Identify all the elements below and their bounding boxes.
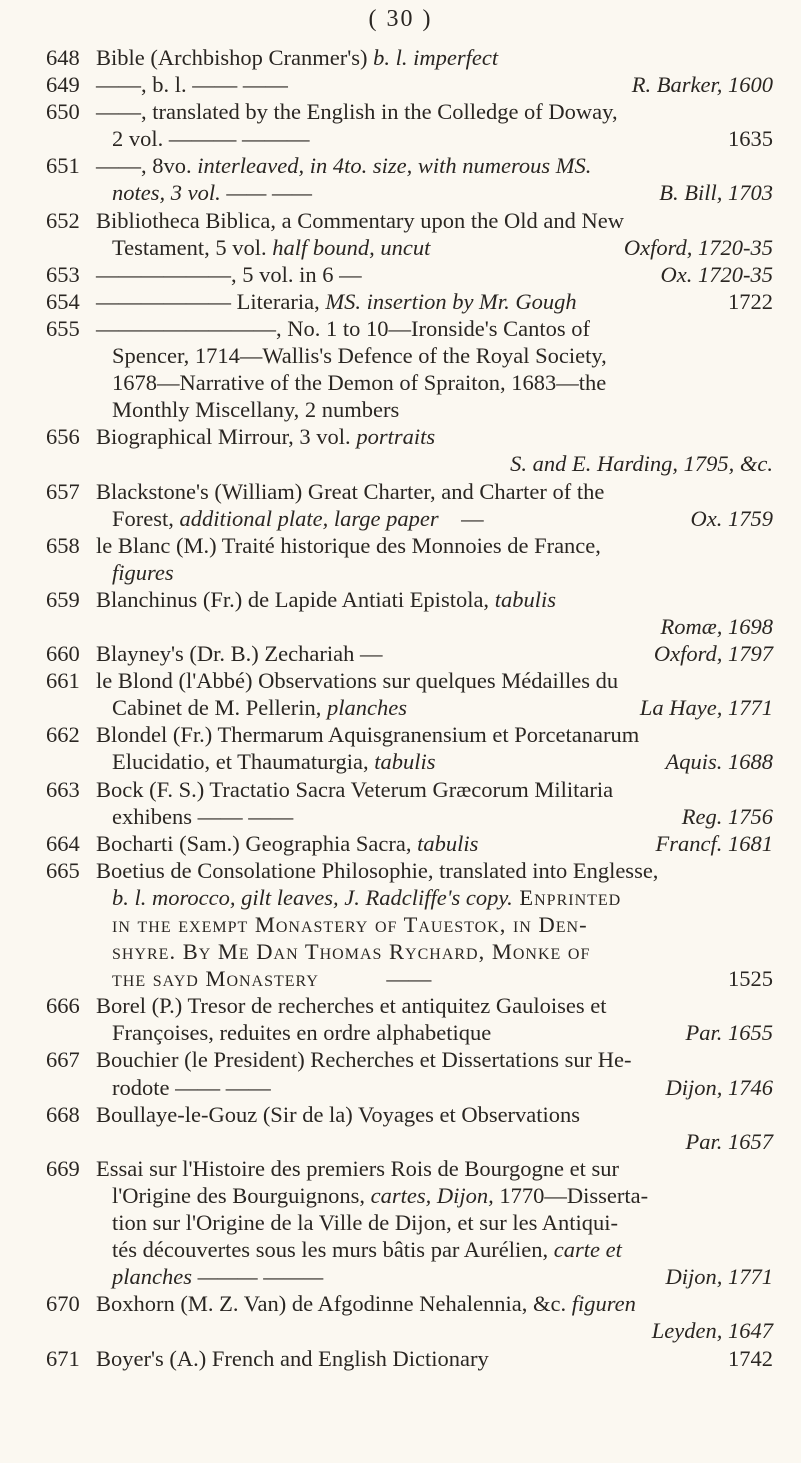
entry-654: 654 —————— Literaria, MS. insertion by Mr. Gough 1722 <box>46 288 773 314</box>
page-number-header: ( 30 ) <box>368 6 433 32</box>
entry-665: 665 Boetius de Consolatione Philosophie, translated into Englesse, b. l. morocco, gilt leaves, J. Radcliffe's copy. Enprinted in the exempt Monastery of Tauestok, in Den- shyre. By Me Dan Thomas Rychard, Monke of the sayd Monastery —— 1525 <box>46 857 773 992</box>
entry-666: 666 Borel (P.) Tresor de recherches et antiquitez Gauloises et Françoises, reduites en ordre alphabetique Par. 1655 <box>46 993 773 1046</box>
entry-660: 660 Blayney's (Dr. B.) Zechariah — Oxford, 1797 <box>46 641 773 667</box>
entry-number: 648 <box>46 45 80 70</box>
entry-number: 654 <box>46 288 80 314</box>
entry-number: 659 <box>46 586 80 612</box>
entry-number: 656 <box>46 424 80 450</box>
entry-number: 670 <box>46 1291 80 1317</box>
entry-669: 669 Essai sur l'Histoire des premiers Rois de Bourgogne et sur l'Origine des Bourguignons, cartes, Dijon, 1770—Disserta- tion sur l'Origine de la Ville de Dijon, et sur les Antiqui- tés découvertes sous les murs bâtis par Aurélien, carte et planches ——— ——— Dijon, 1771 <box>46 1155 773 1290</box>
entry-651: 651 ——, 8vo. interleaved, in 4to. size, with numerous MS. notes, 3 vol. —— —— B. Bill, 1703 <box>46 153 773 206</box>
entry-671: 671 Boyer's (A.) French and English Dictionary 1742 <box>46 1345 773 1371</box>
entry-number: 662 <box>46 722 80 748</box>
entry-number: 666 <box>46 993 80 1019</box>
entry-number: 651 <box>46 153 80 179</box>
entry-661: 661 le Blond (l'Abbé) Observations sur quelques Médailles du Cabinet de M. Pellerin, planches La Haye, 1771 <box>46 668 773 721</box>
entry-657: 657 Blackstone's (William) Great Charter, and Charter of the Forest, additional plate, large paper — Ox. 1759 <box>46 478 773 531</box>
entry-659: 659 Blanchinus (Fr.) de Lapide Antiati Epistola, tabulis Romæ, 1698 <box>46 586 773 639</box>
entry-667: 667 Bouchier (le President) Recherches et Dissertations sur He- rodote —— —— Dijon, 1746 <box>46 1047 773 1100</box>
entry-number: 650 <box>46 99 80 125</box>
entry-655: 655 ————————, No. 1 to 10—Ironside's Cantos of Spencer, 1714—Wallis's Defence of the Royal Society, 1678—Narrative of the Demon of Spraiton, 1683—the Monthly Miscellany, 2 numbers <box>46 315 607 423</box>
entry-663: 663 Bock (F. S.) Tractatio Sacra Veterum Græcorum Militaria exhibens —— —— Reg. 1756 <box>46 776 773 829</box>
entry-number: 660 <box>46 641 80 667</box>
entry-number: 665 <box>46 857 80 883</box>
entry-number: 671 <box>46 1345 80 1371</box>
entry-650: 650 ——, translated by the English in the Colledge of Doway, 2 vol. ——— ——— 1635 <box>46 99 773 152</box>
entry-number: 655 <box>46 315 80 341</box>
entry-number: 649 <box>46 72 80 98</box>
entry-656: 656 Biographical Mirrour, 3 vol. portraits S. and E. Harding, 1795, &c. <box>46 424 773 477</box>
entry-number: 652 <box>46 207 80 233</box>
entry-649: 649 ——, b. l. —— —— R. Barker, 1600 <box>46 72 773 98</box>
entry-number: 663 <box>46 776 80 802</box>
entry-648: 648 Bible (Archbishop Cranmer's) b. l. imperfect <box>46 45 499 70</box>
entry-662: 662 Blondel (Fr.) Thermarum Aquisgranensium et Porcetanarum Elucidatio, et Thaumaturgia, tabulis Aquis. 1688 <box>46 722 773 775</box>
entry-number: 668 <box>46 1101 80 1127</box>
entry-664: 664 Bocharti (Sam.) Geographia Sacra, tabulis Francf. 1681 <box>46 830 773 856</box>
entry-658: 658 le Blanc (M.) Traité historique des Monnoies de France, figures <box>46 532 601 585</box>
entry-number: 669 <box>46 1155 80 1181</box>
entry-652: 652 Bibliotheca Biblica, a Commentary upon the Old and New Testament, 5 vol. half bound, uncut Oxford, 1720-35 <box>46 207 773 260</box>
entry-670: 670 Boxhorn (M. Z. Van) de Afgodinne Nehalennia, &c. figuren Leyden, 1647 <box>46 1291 773 1344</box>
entry-668: 668 Boullaye-le-Gouz (Sir de la) Voyages et Observations Par. 1657 <box>46 1101 773 1154</box>
entry-number: 658 <box>46 532 80 558</box>
entry-653: 653 ——————, 5 vol. in 6 — Ox. 1720-35 <box>46 261 773 287</box>
entry-number: 661 <box>46 668 80 694</box>
entry-number: 664 <box>46 830 80 856</box>
entry-number: 657 <box>46 478 80 504</box>
entry-number: 667 <box>46 1047 80 1073</box>
entry-number: 653 <box>46 261 80 287</box>
catalogue-entries <box>0 44 801 1372</box>
